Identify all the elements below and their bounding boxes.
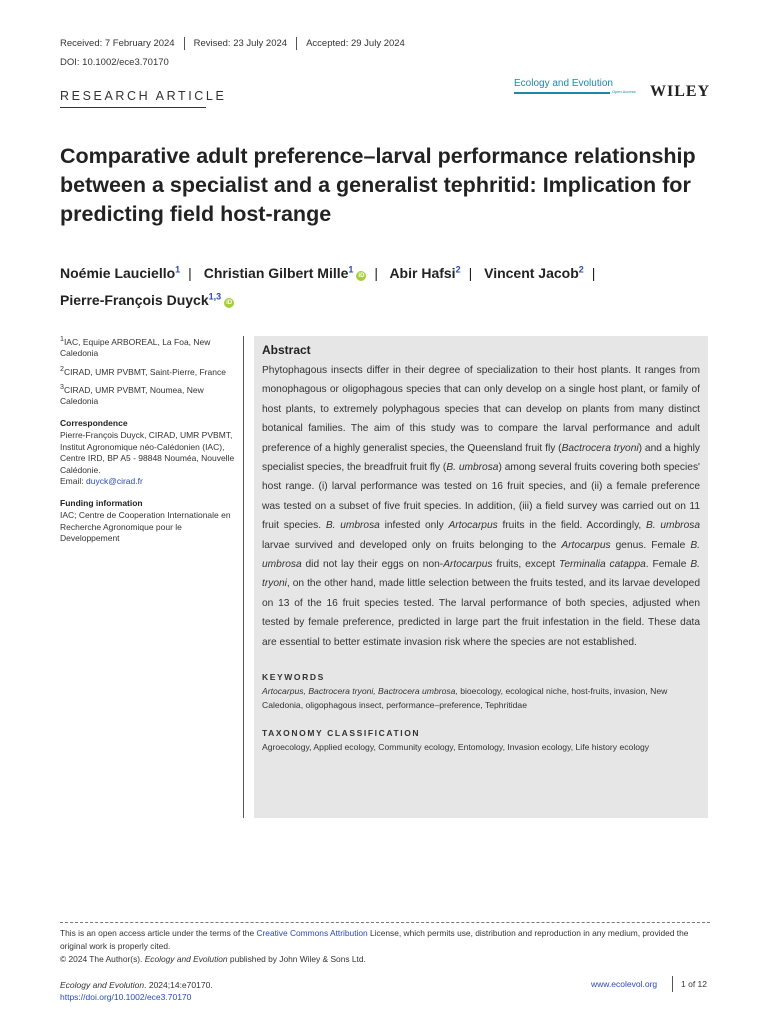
doi: DOI: 10.1002/ece3.70170	[60, 57, 169, 68]
abstract-box	[254, 336, 708, 818]
publisher-logo[interactable]: WILEY	[650, 83, 711, 100]
article-title: Comparative adult preference–larval performance relationship between a specialist and a generalist tephritid: Implication for predicting field host-range	[60, 144, 696, 226]
open-access-tag: Open Access	[612, 89, 636, 94]
orcid-icon[interactable]: iD	[226, 300, 233, 307]
journal-logo[interactable]: Ecology and Evolution	[514, 78, 613, 89]
affiliation-ref[interactable]: 1	[175, 264, 181, 274]
abstract-text: Phytophagous insects differ in their degree of specialization to their host plants. It ranges from monophagous or oligophagous species that can only develop on a single host plant, or family of host plants, to extremely polyphagous species that can develop on plants from many distinct botanical families. The aim of this study was to compare the larval performance and adult preference of a highly generalist species, the Queensland fruit fly (Bactrocera tryoni) and a highly specialist species, the breadfruit fruit fly (B. umbrosa) among several fruits covering both species' host range. (i) larval performance was tested on 16 fruit species, and (ii) a female preference was tested on a subset of five fruit species. In addition, (iii) a field survey was carried out on 11 fruit species. B. umbrosa infested only Artocarpus fruits in the field. Accordingly, B. umbrosa larvae survived and developed only on fruits belonging to the Artocarpus genus. Female B. umbrosa did not lay their eggs on non-Artocarpus fruits, except Terminalia catappa. Female B. tryoni, on the other hand, made little selection between the fruits tested, and its larvae developed on 13 of the 16 fruit species tested. The larval performance of both species, adjusted when tested by female preference, predicted in large part the fruit infestation in the field. These data are essential to better estimate invasion risk where the species are not established.	[262, 365, 700, 648]
page-number: 1 of 12	[672, 976, 707, 992]
keywords-text: Artocarpus, Bactrocera tryoni, Bactrocera umbrosa, bioecology, ecological niche, host-fruits, invasion, New Caledonia, oligophagous insect, performance–preference, Tephritidae	[262, 686, 668, 711]
doi-link[interactable]: https://doi.org/10.1002/ece3.70170	[60, 992, 192, 1002]
affiliation-ref[interactable]: 2	[578, 264, 584, 274]
affiliation: $^1$IAC, Equipe ARBOREAL, La Foa, New Caledonia	[60, 335, 211, 359]
separator: |	[468, 264, 473, 281]
affiliation-ref[interactable]: 1	[348, 264, 354, 274]
citation: Ecology and Evolution. 2024;14:e70170. https://doi.org/10.1002/ece3.70170	[60, 980, 213, 1002]
author[interactable]: Pierre-François Duyck$^{1,3}$iD	[60, 291, 233, 309]
author[interactable]: Christian Gilbert Mille$^1$iD	[203, 264, 365, 281]
email-link[interactable]: duyck@cirad.fr	[86, 476, 143, 487]
funding-heading: Funding information	[60, 497, 143, 508]
keywords-heading: KEYWORDS	[262, 672, 325, 683]
taxonomy-text: Agroecology, Applied ecology, Community ecology, Entomology, Invasion ecology, Life history ecology	[262, 742, 650, 753]
received-date: Received: 7 February 2024	[60, 38, 175, 49]
footer-divider	[60, 922, 710, 923]
article-info-sidebar	[60, 334, 240, 549]
separator: |	[188, 264, 192, 281]
accepted-date: Accepted: 29 July 2024	[296, 37, 414, 50]
license-notice: This is an open access article under the terms of the Creative Commons Attribution License, which permits use, distribution and reproduction in any medium, provided the original work is properly cited. © 2024 The Author(s). Ecology and Evolution published by John Wiley & Sons Ltd.	[60, 928, 689, 964]
taxonomy-heading: TAXONOMY CLASSIFICATION	[262, 728, 421, 739]
correspondence-text: Pierre-François Duyck, CIRAD, UMR PVBMT, Institut Agronomique néo-Calédonien (IAC), Centre IRD, BP A5 - 98848 Nouméa, Nouvelle Calédonie. Email: duyck@cirad.fr	[60, 430, 235, 487]
author[interactable]: Noémie Lauciello$^1$	[60, 264, 181, 281]
author[interactable]: Vincent Jacob$^2$	[484, 264, 584, 281]
license-link[interactable]: Creative Commons Attribution	[256, 928, 368, 938]
orcid-icon[interactable]: iD	[358, 272, 365, 279]
journal-website-link[interactable]: www.ecolevol.org	[591, 979, 658, 989]
column-divider	[243, 336, 244, 818]
affiliation: $^2$CIRAD, UMR PVBMT, Saint-Pierre, France	[60, 364, 226, 377]
author[interactable]: Abir Hafsi$^2$	[389, 264, 461, 281]
affiliation: $^3$CIRAD, UMR PVBMT, Noumea, New Caledonia	[60, 383, 204, 407]
article-type-underline	[60, 107, 206, 108]
correspondence-heading: Correspondence	[60, 417, 128, 428]
affiliation-ref[interactable]: 2	[455, 264, 461, 274]
abstract-heading: Abstract	[262, 343, 311, 357]
separator: |	[591, 264, 596, 281]
affiliation-ref[interactable]: 1,3	[208, 291, 222, 302]
article-type: RESEARCH ARTICLE	[60, 89, 227, 103]
publication-dates	[60, 37, 414, 50]
separator: |	[374, 264, 379, 281]
journal-logo-bar	[514, 92, 610, 94]
revised-date: Revised: 23 July 2024	[184, 37, 296, 50]
funding-text: IAC; Centre de Cooperation Internationale en Recherche Agronomique pour le Developpement	[60, 510, 231, 544]
author-list	[60, 257, 720, 312]
